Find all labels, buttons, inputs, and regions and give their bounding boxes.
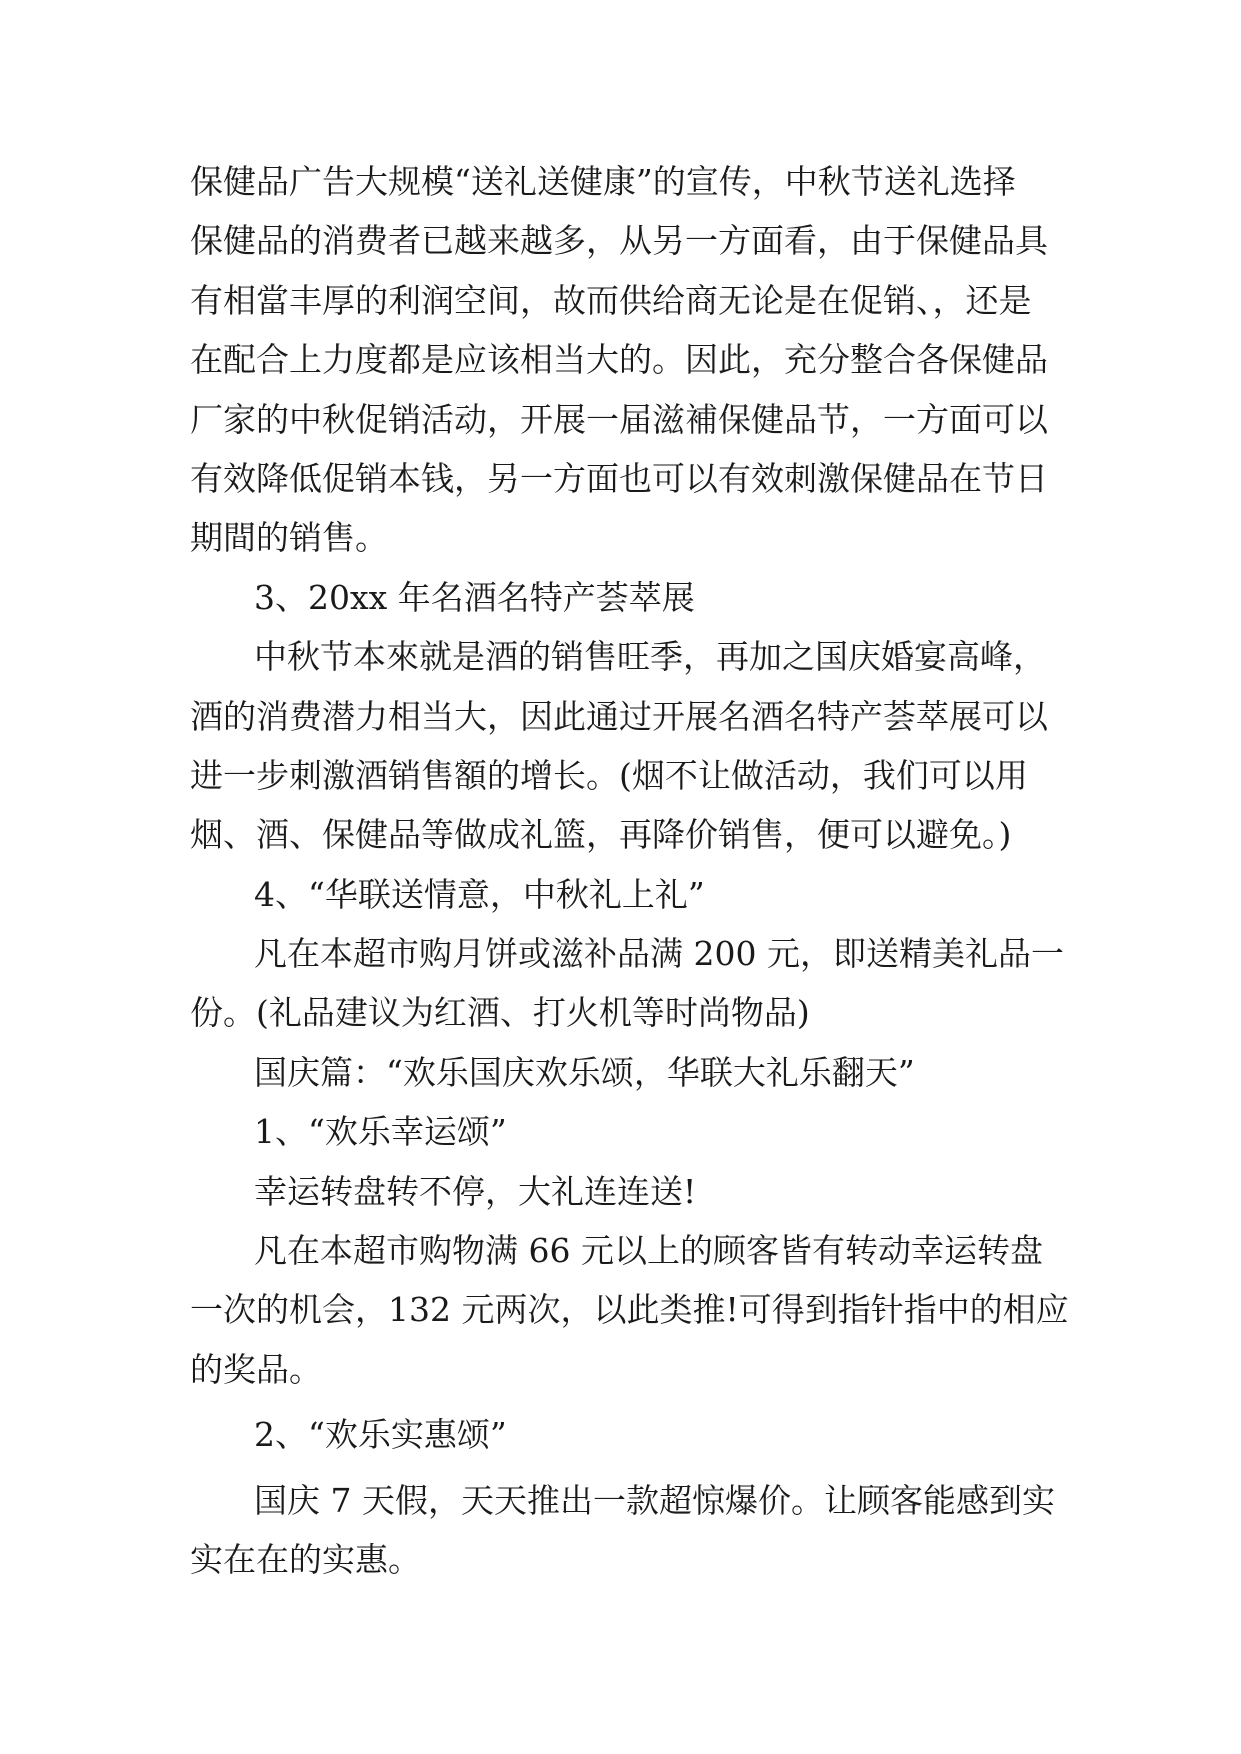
body-text-line: 保健品广告大规模“送礼送健康”的宣传，中秋节送礼选择 — [190, 162, 1016, 201]
paragraph-first-line: 国庆 7 天假，天天推出一款超惊爆价。让顾客能感到实 — [254, 1480, 1055, 1520]
paragraph-first-line: 凡在本超市购物满 66 元以上的顾客皆有转动幸运转盘 — [254, 1231, 1043, 1271]
paragraph-first-line: 中秋节本來就是酒的销售旺季，再加之国庆婚宴高峰， — [254, 637, 1046, 677]
body-text-line: 期間的销售。 — [190, 518, 388, 558]
section-heading: 1、“欢乐幸运颂” — [254, 1112, 507, 1152]
body-text-line: 厂家的中秋促销活动，开展一届滋補保健品节，一方面可以 — [190, 399, 1048, 439]
section-heading: 3、20xx 年名酒名特产荟萃展 — [254, 577, 695, 617]
document-body — [190, 152, 1070, 1589]
body-text-line: 保健品的消费者已越来越多，从另一方面看，由于保健品具 — [190, 221, 1048, 261]
body-text-line: 的奖品。 — [190, 1349, 322, 1389]
section-heading: 2、“欢乐实惠颂” — [254, 1415, 507, 1455]
section-heading: 国庆篇：“欢乐国庆欢乐颂，华联大礼乐翻天” — [254, 1052, 915, 1092]
body-text-line: 一次的机会，132 元两次，以此类推!可得到指针指中的相应 — [190, 1290, 1069, 1330]
body-text-line: 有相當丰厚的利润空间，故而供给商无论是在促销、，还是 — [190, 280, 1032, 320]
body-text-line: 烟、酒、保健品等做成礼篮，再降价销售，便可以避免。) — [190, 815, 1012, 855]
body-text-line: 有效降低促销本钱，另一方面也可以有效刺激保健品在节日 — [190, 458, 1048, 498]
section-heading: 4、“华联送情意，中秋礼上礼” — [254, 874, 705, 914]
body-text-line: 进一步刺激酒销售額的增长。(烟不让做活动，我们可以用 — [190, 755, 1028, 795]
body-text-line: 实在在的实惠。 — [190, 1539, 421, 1579]
paragraph-first-line: 幸运转盘转不停，大礼连连送! — [254, 1171, 697, 1211]
paragraph-first-line: 凡在本超市购月饼或滋补品满 200 元，即送精美礼品一 — [254, 934, 1064, 974]
body-text-line: 酒的消费潜力相当大，因此通过开展名酒名特产荟萃展可以 — [190, 696, 1048, 736]
body-text-line: 在配合上力度都是应该相当大的。因此，充分整合各保健品 — [190, 340, 1048, 380]
body-text-line: 份。(礼品建议为红酒、打火机等时尚物品) — [190, 993, 810, 1033]
